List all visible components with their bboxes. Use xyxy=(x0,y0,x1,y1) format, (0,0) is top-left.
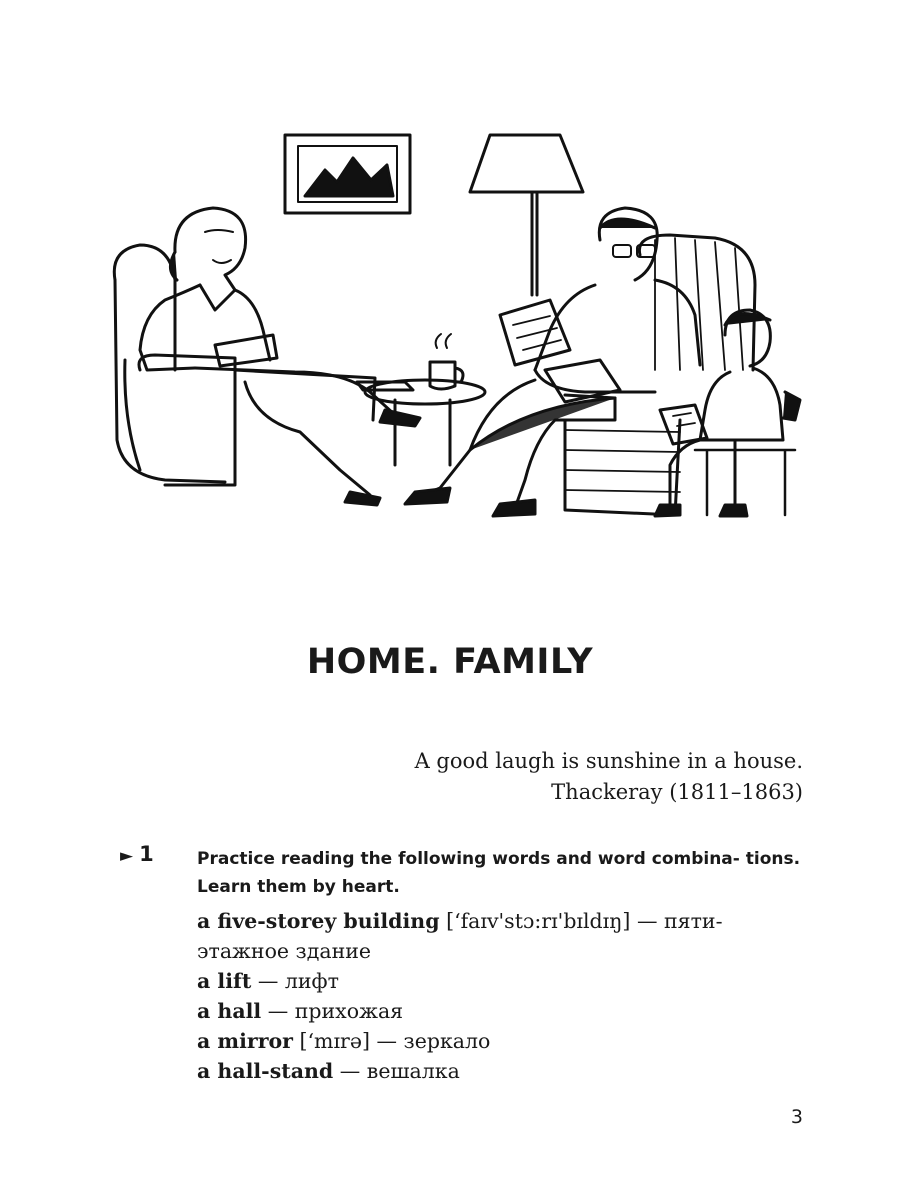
triangle-right-icon: ► xyxy=(120,846,134,866)
vocab-item xyxy=(197,996,809,1026)
vocab-term: a five-storey building xyxy=(197,909,440,933)
epigraph xyxy=(415,746,803,808)
vocab-item xyxy=(197,1026,809,1056)
vocabulary-list xyxy=(197,906,809,1086)
epigraph-quote: A good laugh is sunshine in a house. xyxy=(414,749,803,773)
vocab-transcription: [‘faɪv'stɔ:rɪ'bɪldɪŋ] xyxy=(446,909,631,933)
vocab-term: a lift xyxy=(197,969,252,993)
vocab-term: a hall xyxy=(197,999,262,1023)
coffee-table xyxy=(357,334,485,465)
exercise-number: 1 xyxy=(139,842,154,866)
floor-lamp xyxy=(470,135,583,295)
vocab-translation: — зеркало xyxy=(376,1029,491,1053)
vocab-translation: — пяти-этажное здание xyxy=(197,909,723,963)
armchair-left xyxy=(114,245,375,485)
exercise-marker xyxy=(120,842,154,866)
vocab-term: a mirror xyxy=(197,1029,293,1053)
chapter-title: HOME. FAMILY xyxy=(306,642,594,682)
family-living-room-illustration xyxy=(95,120,815,540)
vocab-item xyxy=(197,966,809,996)
wall-picture xyxy=(285,135,410,213)
vocab-translation: — вешалка xyxy=(339,1059,460,1083)
vocab-transcription: [‘mɪrə] xyxy=(299,1029,370,1053)
epigraph-attribution: Thackeray (1811–1863) xyxy=(551,780,803,804)
page-number: 3 xyxy=(790,1106,803,1128)
vocab-translation: — лифт xyxy=(257,969,339,993)
vocab-translation: — прихожая xyxy=(267,999,404,1023)
vocab-item xyxy=(197,906,809,966)
vocab-term: a hall-stand xyxy=(197,1059,334,1083)
exercise-instruction: Practice reading the following words and word combina- tions. Learn them by heart. xyxy=(197,849,801,897)
vocab-item xyxy=(197,1056,809,1086)
